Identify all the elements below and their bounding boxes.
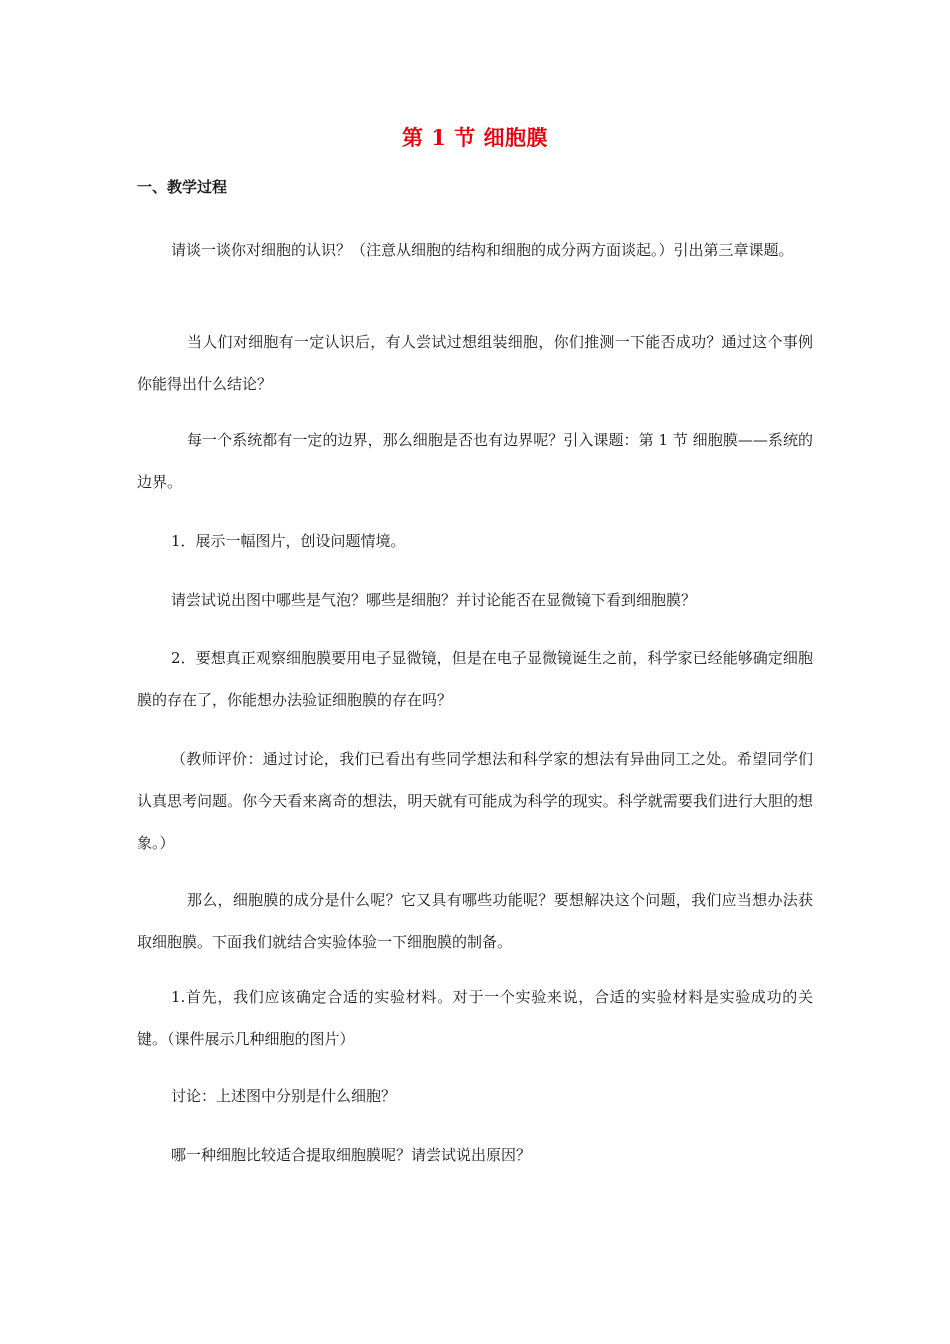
paragraph-10: 讨论：上述图中分别是什么细胞？ (171, 1087, 397, 1105)
paragraph-8: 那么，细胞膜的成分是什么呢？它又具有哪些功能呢？要想解决这个问题，我们应当想办法获取细胞膜。下面我们就结合实验体验一下细胞膜的制备。 (137, 891, 813, 951)
section-heading: 一、教学过程 (137, 178, 228, 196)
paragraph-5: 请尝试说出图中哪些是气泡？哪些是细胞？并讨论能否在显微镜下看到细胞膜？ (171, 591, 697, 609)
paragraph-6: 2．要想真正观察细胞膜要用电子显微镜，但是在电子显微镜诞生之前，科学家已经能够确定细胞膜的存在了，你能想办法验证细胞膜的存在吗？ (137, 649, 813, 709)
paragraph-1: 请谈一谈你对细胞的认识？（注意从细胞的结构和细胞的成分两方面谈起。）引出第三章课题。 (171, 241, 794, 259)
paragraph-3: 每一个系统都有一定的边界，那么细胞是否也有边界呢？引入课题：第 1 节 细胞膜——系统的边界。 (137, 431, 813, 491)
paragraph-4: 1．展示一幅图片，创设问题情境。 (171, 532, 406, 550)
paragraph-7: （教师评价：通过讨论，我们已看出有些同学想法和科学家的想法有异曲同工之处。希望同学们认真思考问题。你今天看来离奇的想法，明天就有可能成为科学的现实。科学就需要我们进行大胆的想象。） (137, 750, 813, 852)
paragraph-9: 1.首先，我们应该确定合适的实验材料。对于一个实验来说，合适的实验材料是实验成功的关键。（课件展示几种细胞的图片） (137, 988, 813, 1048)
paragraph-11: 哪一种细胞比较适合提取细胞膜呢？请尝试说出原因？ (171, 1146, 532, 1164)
paragraph-2: 当人们对细胞有一定认识后，有人尝试过想组装细胞，你们推测一下能否成功？通过这个事例你能得出什么结论？ (137, 333, 813, 393)
document-title: 第 1 节 细胞膜 (401, 125, 549, 150)
